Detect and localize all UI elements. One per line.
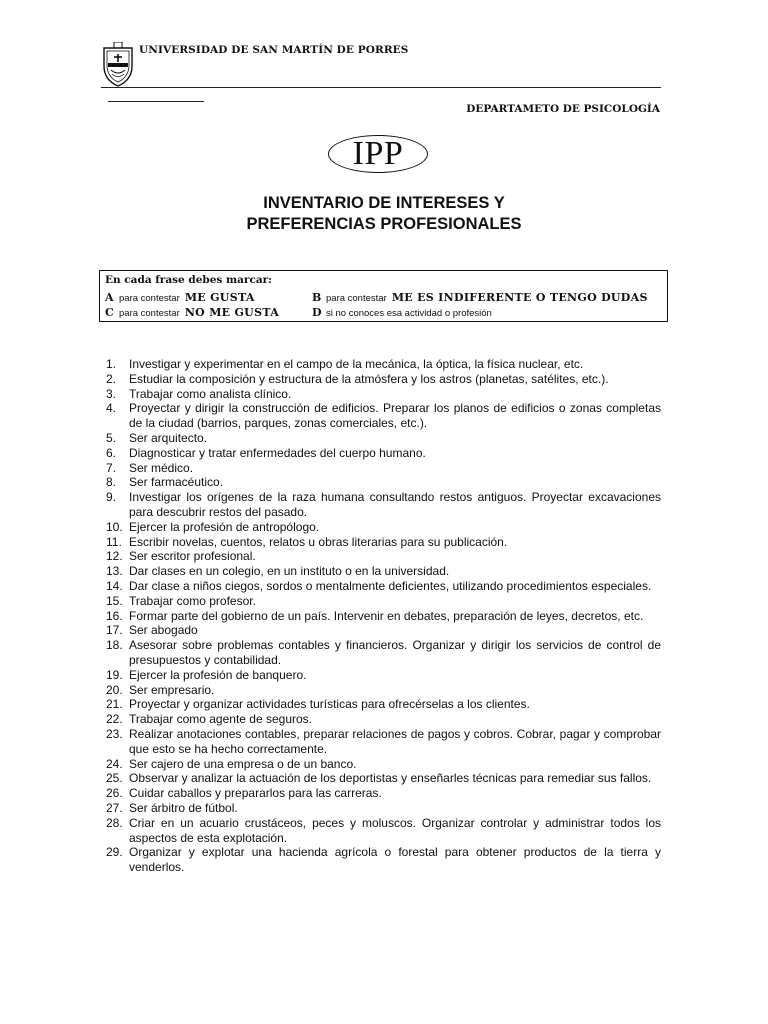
list-item: [106, 668, 661, 683]
item-text: Escribir novelas, cuentos, relatos u obras literarias para su publicación.: [129, 534, 508, 549]
list-item: [106, 401, 661, 431]
ipp-logo-text: IPP: [352, 135, 404, 172]
list-item: [106, 845, 661, 875]
item-number: 9.: [106, 490, 117, 505]
instructions-row: [105, 303, 662, 318]
item-text: Cuidar caballos y prepararlos para las carreras.: [129, 786, 382, 801]
option-letter: B: [312, 291, 322, 304]
item-number: 15.: [106, 593, 123, 608]
option-letter: C: [105, 306, 114, 319]
item-text: Investigar los orígenes de la raza humana consultando restos antiguos. Proyectar excavaciones para descubrir restos del pasado.: [129, 490, 661, 519]
item-text: Organizar y explotar una hacienda agrícola o forestal para obtener productos de la tierra y venderlos.: [129, 845, 661, 875]
option-prefix: para contestar: [119, 293, 180, 304]
item-text: Observar y analizar la actuación de los deportistas y enseñarles técnicas para remediar sus fallos.: [129, 771, 652, 786]
list-item: [106, 712, 661, 727]
list-item: [106, 387, 661, 402]
item-number: 26.: [106, 786, 123, 801]
item-number: 11.: [106, 534, 122, 549]
item-number: 4.: [106, 401, 117, 416]
list-item: [106, 816, 661, 846]
item-text: Ser abogado: [129, 623, 198, 638]
list-item: [106, 431, 661, 446]
item-text: Trabajar como profesor.: [129, 593, 256, 608]
item-text: Proyectar y dirigir la construcción de edificios. Preparar los planos de edificios o zonas completas de la ciudad (barrios, parques, zonas comerciales, etc.).: [129, 401, 661, 431]
list-item: [106, 520, 661, 535]
item-number: 28.: [106, 815, 123, 830]
item-text: Ser médico.: [129, 460, 194, 475]
item-text: Ser empresario.: [129, 682, 215, 697]
item-number: 5.: [106, 430, 117, 445]
item-text: Ser árbitro de fútbol.: [129, 800, 238, 815]
item-text: Trabajar como analista clínico.: [129, 386, 292, 401]
list-item: [106, 786, 661, 801]
item-number: 19.: [106, 667, 123, 682]
list-item: [106, 461, 661, 476]
list-item: [106, 549, 661, 564]
instructions-row: [105, 288, 662, 303]
item-number: 29.: [106, 845, 123, 860]
item-text: Dar clase a niños ciegos, sordos o mentalmente deficientes, utilizando procedimientos especiales.: [129, 578, 652, 593]
list-item: [106, 757, 661, 772]
item-number: 27.: [106, 800, 123, 815]
university-name: UNIVERSIDAD DE SAN MARTÍN DE PORRES: [139, 44, 409, 56]
option-answer: ME ES INDIFERENTE O TENGO DUDAS: [391, 291, 648, 304]
item-number: 6.: [106, 445, 117, 460]
university-crest-icon: [101, 42, 135, 88]
item-text: Proyectar y organizar actividades turísticas para ofrecérselas a los clientes.: [129, 697, 530, 712]
list-item: [106, 535, 661, 550]
list-item: [106, 446, 661, 461]
list-item: [106, 594, 661, 609]
item-number: 8.: [106, 475, 117, 490]
list-item: [106, 564, 661, 579]
option-prefix: si no conoces esa actividad o profesión: [326, 308, 492, 319]
instructions-heading: En cada frase debes marcar:: [105, 274, 273, 286]
option-letter: A: [105, 291, 114, 304]
option-answer: NO ME GUSTA: [184, 306, 280, 319]
document-title-line-1: INVENTARIO DE INTERESES Y: [263, 194, 505, 212]
option-prefix: para contestar: [119, 308, 180, 319]
item-text: Ser cajero de una empresa o de un banco.: [129, 756, 357, 771]
item-text: Ser arquitecto.: [129, 430, 208, 445]
item-number: 10.: [106, 519, 123, 534]
list-item: [106, 697, 661, 712]
option-d: [312, 303, 492, 321]
list-item: [106, 372, 661, 387]
list-item: [106, 801, 661, 816]
list-item: [106, 609, 661, 624]
department-name: DEPARTAMETO DE PSICOLOGÍA: [466, 103, 660, 115]
item-number: 25.: [106, 771, 123, 786]
item-text: Realizar anotaciones contables, preparar relaciones de pagos y cobros. Cobrar, pagar y comprobar que esto se ha hecho correctamente.: [129, 726, 661, 756]
item-number: 13.: [106, 564, 123, 579]
item-text: Criar en un acuario crustáceos, peces y moluscos. Organizar controlar y administrar todos los aspectos de esta explotación.: [129, 815, 661, 845]
questionnaire-items: [106, 357, 661, 875]
list-item: [106, 771, 661, 786]
item-number: 16.: [106, 608, 123, 623]
option-c: [105, 303, 279, 321]
item-number: 1.: [106, 357, 117, 371]
item-text: Ejercer la profesión de antropólogo.: [129, 519, 320, 534]
list-item: [106, 490, 661, 520]
item-text: Dar clases en un colegio, en un instituto o en la universidad.: [129, 564, 450, 579]
item-number: 12.: [106, 549, 123, 564]
list-item: [106, 623, 661, 638]
item-text: Diagnosticar y tratar enfermedades del cuerpo humano.: [129, 445, 426, 460]
option-answer: ME GUSTA: [184, 291, 255, 304]
item-text: Estudiar la composición y estructura de la atmósfera y los astros (planetas, satélites, etc.).: [129, 371, 609, 386]
item-number: 20.: [106, 682, 123, 697]
list-item: [106, 579, 661, 594]
ipp-logo: [328, 135, 428, 173]
item-number: 24.: [106, 756, 123, 771]
item-number: 21.: [106, 697, 123, 712]
item-text: Asesorar sobre problemas contables y financieros. Organizar y dirigir los servicios de control de presupuestos y contabilidad.: [129, 638, 661, 667]
item-text: Investigar y experimentar en el campo de la mecánica, la óptica, la física nuclear, etc.: [129, 357, 584, 371]
list-item: [106, 475, 661, 490]
list-item: [106, 638, 661, 668]
item-number: 2.: [106, 371, 117, 386]
item-text: Ser escritor profesional.: [129, 549, 256, 564]
item-number: 23.: [106, 726, 123, 741]
item-number: 3.: [106, 386, 117, 401]
list-item: [106, 357, 661, 372]
item-text: Trabajar como agente de seguros.: [129, 712, 312, 727]
item-number: 18.: [106, 638, 123, 653]
item-text: Formar parte del gobierno de un país. Intervenir en debates, preparación de leyes, decretos, etc.: [129, 608, 644, 623]
item-number: 22.: [106, 712, 123, 727]
list-item: [106, 683, 661, 698]
item-text: Ejercer la profesión de banquero.: [129, 667, 307, 682]
option-prefix: para contestar: [326, 293, 387, 304]
item-number: 7.: [106, 460, 117, 475]
list-item: [106, 727, 661, 757]
item-text: Ser farmacéutico.: [129, 475, 224, 490]
item-number: 14.: [106, 578, 123, 593]
header-rule: [101, 87, 661, 88]
item-number: 17.: [106, 623, 123, 638]
document-title-line-2: PREFERENCIAS PROFESIONALES: [246, 215, 522, 233]
instructions-box: [99, 270, 668, 322]
option-letter: D: [312, 306, 322, 319]
header-short-rule: [108, 101, 204, 102]
